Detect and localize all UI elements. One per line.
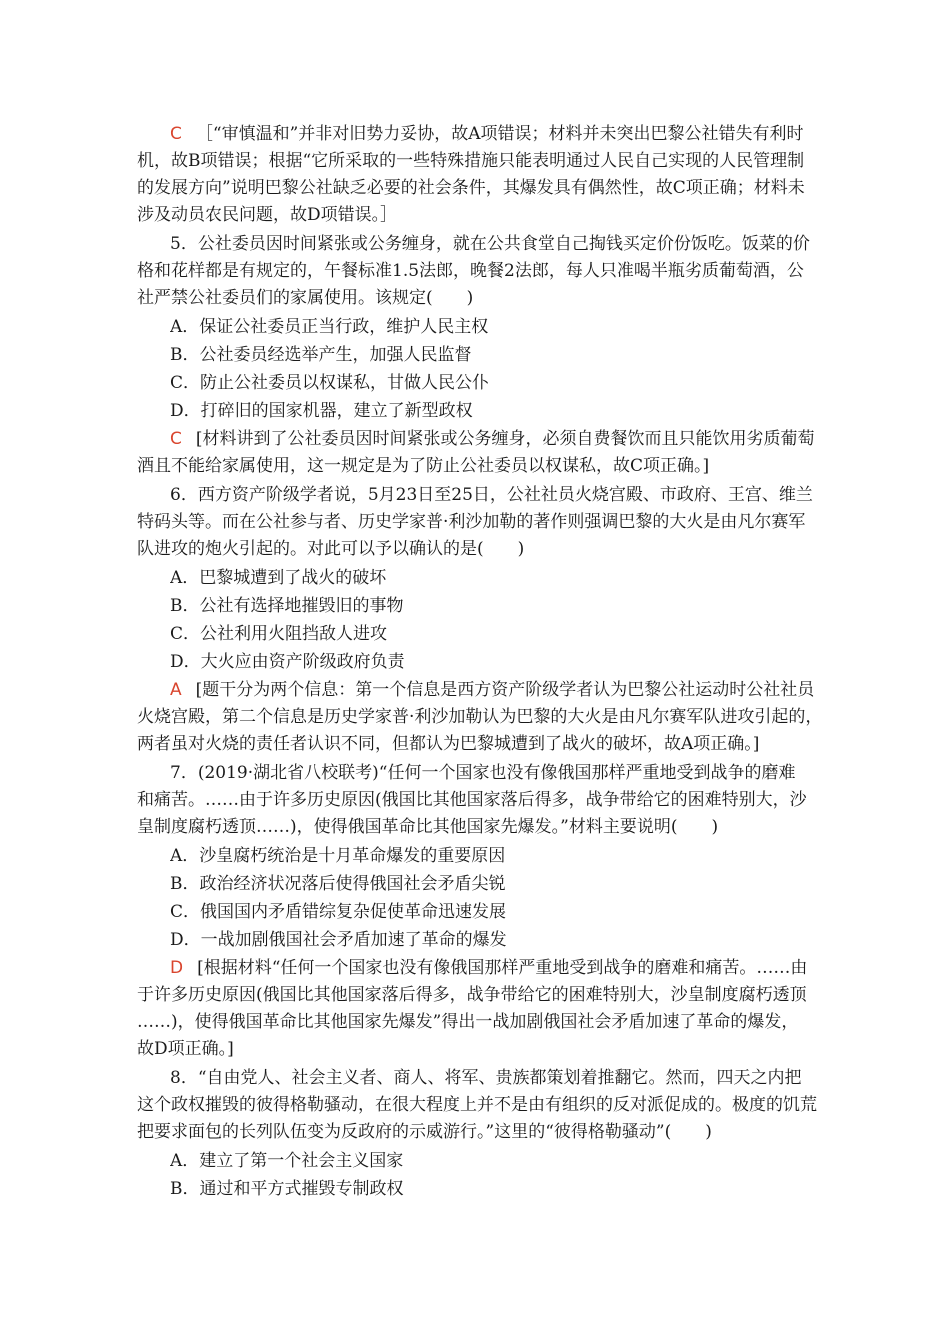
answer-letter: C: [170, 429, 182, 449]
text-line: 火烧宫殿，第二个信息是历史学家普·利沙加勒认为巴黎的大火是由凡尔赛军队进攻引起的，: [137, 707, 823, 727]
text-line: 皇制度腐朽透顶……)，使得俄国革命比其他国家先爆发。”材料主要说明( ): [137, 817, 719, 837]
text-line: 社严禁公社委员们的家属使用。该规定( ): [137, 288, 474, 308]
answer-letter: A: [170, 680, 182, 700]
option-a: A．巴黎城遭到了战火的破坏: [170, 568, 387, 588]
option-c: C．俄国国内矛盾错综复杂促使革命迅速发展: [170, 902, 507, 922]
answer-line: C ［“审慎温和”并非对旧势力妥协，故A项错误；材料并未突出巴黎公社错失有利时: [170, 124, 804, 144]
text-line: 的发展方向”说明巴黎公社缺乏必要的社会条件，其爆发具有偶然性，故C项正确；材料未: [137, 178, 805, 198]
text-line: 格和花样都是有规定的，午餐标准1.5法郎，晚餐2法郎，每人只准喝半瓶劣质葡萄酒，公: [137, 261, 804, 281]
answer-letter: C: [170, 124, 182, 144]
text-line: 把要求面包的长列队伍变为反政府的示威游行。”这里的“彼得格勒骚动”( ): [137, 1122, 712, 1142]
option-a: A．沙皇腐朽统治是十月革命爆发的重要原因: [170, 846, 506, 866]
answer-line: D [根据材料“任何一个国家也没有像俄国那样严重地受到战争的磨难和痛苦。……由: [170, 958, 808, 978]
text-line: 机，故B项错误；根据“它所采取的一些特殊措施只能表明通过人民自己实现的人民管理制: [137, 151, 805, 171]
option-d: D．一战加剧俄国社会矛盾加速了革命的爆发: [170, 930, 507, 950]
option-b: B．通过和平方式摧毁专制政权: [170, 1179, 404, 1199]
option-c: C．公社利用火阻挡敌人进攻: [170, 624, 388, 644]
answer-line: C [材料讲到了公社委员因时间紧张或公务缠身，必须自费餐饮而且只能饮用劣质葡萄: [170, 429, 815, 449]
answer-letter: D: [170, 958, 184, 978]
text-line: 这个政权摧毁的彼得格勒骚动，在很大程度上并不是由有组织的反对派促成的。极度的饥荒: [137, 1095, 817, 1115]
option-b: B．公社委员经选举产生，加强人民监督: [170, 345, 472, 365]
option-c: C．防止公社委员以权谋私，甘做人民公仆: [170, 373, 490, 393]
text-line: 酒且不能给家属使用，这一规定是为了防止公社委员以权谋私，故C项正确。]: [137, 456, 710, 476]
question-7-stem: 7．(2019·湖北省八校联考)“任何一个国家也没有像俄国那样严重地受到战争的磨难: [170, 763, 796, 783]
option-a: A．保证公社委员正当行政，维护人民主权: [170, 317, 489, 337]
text-line: 故D项正确。]: [137, 1039, 234, 1059]
text-line: 和痛苦。……由于许多历史原因(俄国比其他国家落后得多，战争带给它的困难特别大，沙: [137, 790, 807, 810]
answer-line: A [题干分为两个信息：第一个信息是西方资产阶级学者认为巴黎公社运动时公社社员: [170, 680, 815, 700]
option-b: B．政治经济状况落后使得俄国社会矛盾尖锐: [170, 874, 506, 894]
option-a: A．建立了第一个社会主义国家: [170, 1151, 404, 1171]
question-6-stem: 6．西方资产阶级学者说，5月23日至25日，公社社员火烧宫殿、市政府、王宫、维兰: [170, 485, 813, 505]
question-8-stem: 8．“自由党人、社会主义者、商人、将军、贵族都策划着推翻它。然而，四天之内把: [170, 1068, 802, 1088]
option-d: D．打碎旧的国家机器，建立了新型政权: [170, 401, 473, 421]
text-line: ……)，使得俄国革命比其他国家先爆发”得出一战加剧俄国社会矛盾加速了革命的爆发，: [137, 1012, 799, 1032]
question-5-stem: 5．公社委员因时间紧张或公务缠身，就在公共食堂自己掏钱买定价份饭吃。饭菜的价: [170, 234, 810, 254]
text-line: 特码头等。而在公社参与者、历史学家普·利沙加勒的著作则强调巴黎的大火是由凡尔赛军: [137, 512, 806, 532]
text-line: 队进攻的炮火引起的。对此可以予以确认的是( ): [137, 539, 525, 559]
option-d: D．大火应由资产阶级政府负责: [170, 652, 405, 672]
text-line: 两者虽对火烧的责任者认识不同，但都认为巴黎城遭到了战火的破坏，故A项正确。]: [137, 734, 760, 754]
text-line: 涉及动员农民问题，故D项错误。］: [137, 205, 398, 225]
text-line: 于许多历史原因(俄国比其他国家落后得多，战争带给它的困难特别大，沙皇制度腐朽透顶: [137, 985, 807, 1005]
option-b: B．公社有选择地摧毁旧的事物: [170, 596, 404, 616]
